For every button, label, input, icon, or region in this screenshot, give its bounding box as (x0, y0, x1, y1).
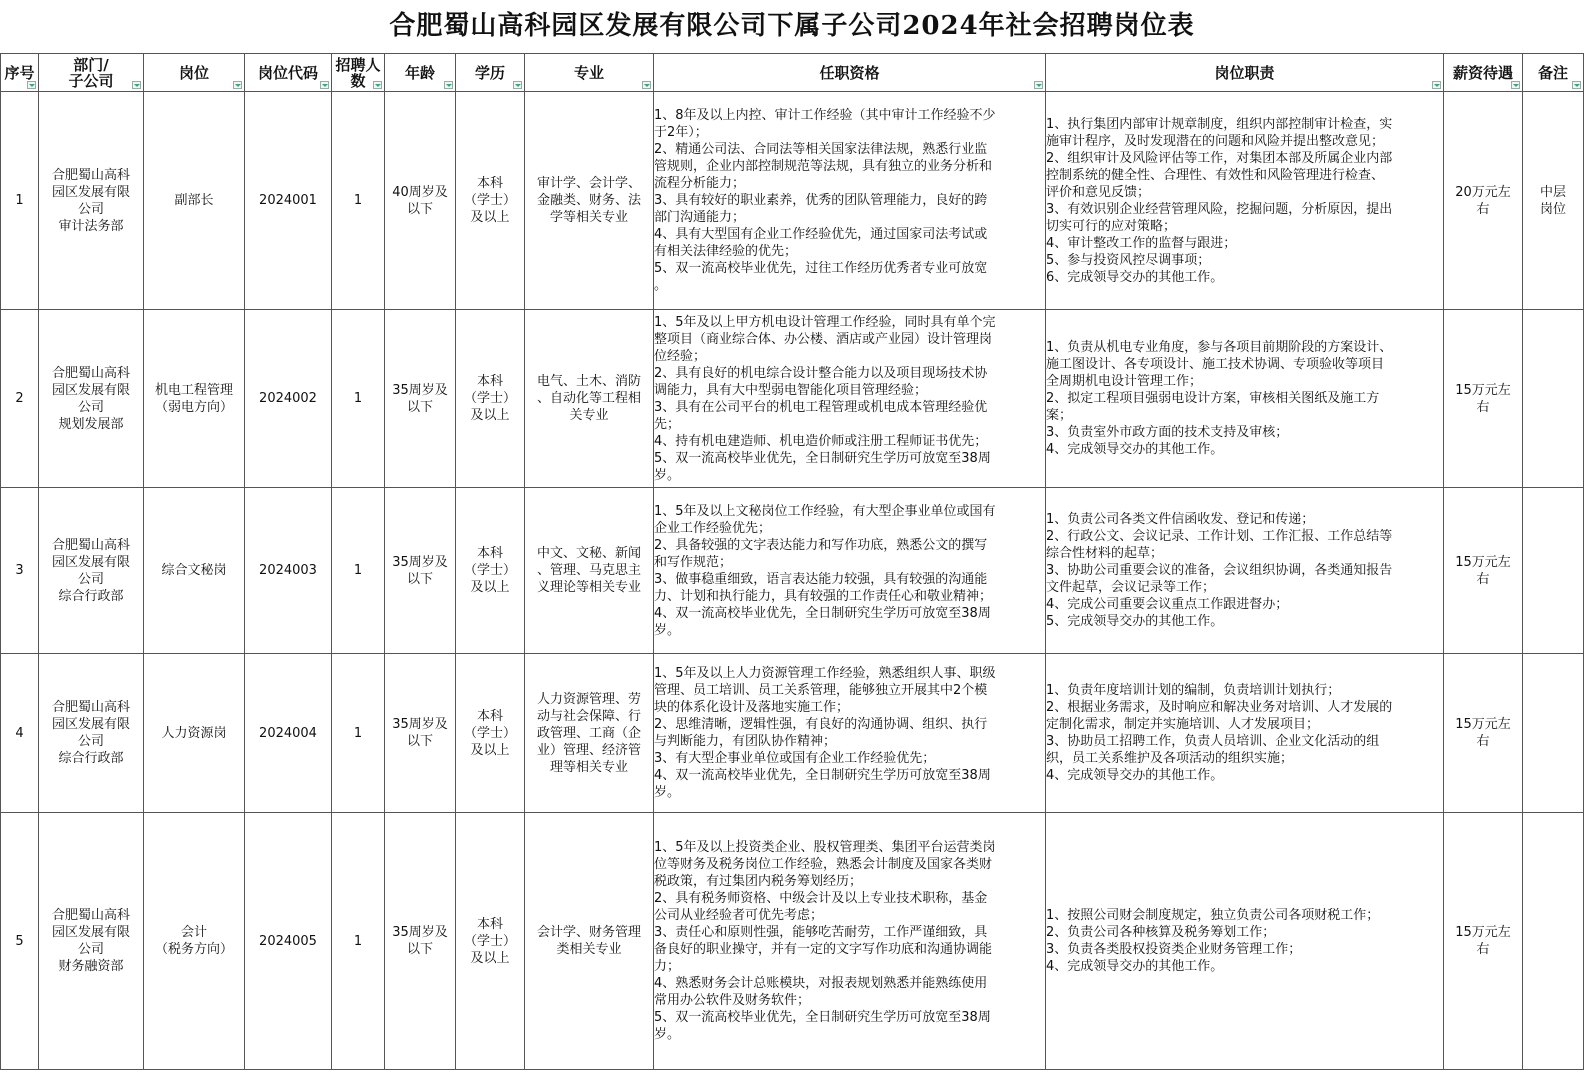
cell-duty[interactable] (1046, 310, 1444, 488)
cell-position-line: 综合文秘岗 (161, 563, 227, 578)
cell-qualification-line: 位经验； (654, 348, 707, 364)
filter-dropdown-icon[interactable] (642, 81, 651, 89)
cell-duty-line: 4、完成公司重要会议重点工作跟进督办； (1046, 597, 1289, 612)
cell-duty-line: 全周期机电设计管理工作； (1046, 374, 1203, 389)
cell-dept-line: 公司 (77, 734, 104, 749)
cell-duty-line: 1、负责从机电专业角度，参与各项目前期阶段的方案设计、 (1046, 340, 1393, 355)
cell-salary[interactable] (1444, 654, 1523, 813)
cell-qualification-line: 岁。 (654, 1027, 681, 1042)
cell-position-line: 会计 (180, 925, 207, 940)
cell-major-line: 动与社会保障、行 (536, 708, 641, 724)
cell-dept[interactable] (39, 488, 144, 654)
cell-education-line: 及以上 (470, 408, 510, 423)
cell-dept-line: 合肥蜀山高科 (51, 537, 130, 553)
cell-seq[interactable] (1, 813, 39, 1070)
cell-note[interactable] (1523, 813, 1584, 1070)
cell-code-text: 2024003 (259, 563, 317, 578)
cell-dept[interactable] (39, 654, 144, 813)
cell-count-text: 1 (353, 391, 363, 406)
cell-duty-line: 1、执行集团内部审计规章制度，组织内部控制审计检查，实 (1046, 116, 1393, 132)
filter-dropdown-icon[interactable] (513, 81, 522, 89)
cell-major-line: 中文、文秘、新闻 (536, 546, 641, 561)
filter-dropdown-icon[interactable] (373, 81, 382, 89)
cell-education[interactable] (456, 488, 525, 654)
cell-major-line: 义理论等相关专业 (536, 580, 641, 595)
header-qualification: 任职资格 (654, 54, 1046, 92)
header-row (1, 54, 1584, 92)
cell-count-text: 1 (353, 725, 363, 741)
cell-qualification-line: 流程分析能力； (654, 176, 746, 191)
cell-qualification-line: 3、具有在公司平台的机电工程管理或机电成本管理经验优 (654, 399, 988, 415)
cell-dept-line: 园区发展有限 (51, 554, 130, 570)
cell-duty-line: 定制化需求，制定并实施培训、人才发展项目； (1046, 717, 1320, 732)
cell-duty-line: 6、完成领导交办的其他工作。 (1046, 269, 1224, 285)
cell-position-line: 人力资源岗 (161, 725, 227, 741)
filter-dropdown-icon[interactable] (444, 81, 453, 89)
cell-major-line: 、管理、马克思主 (536, 563, 641, 578)
cell-code[interactable] (245, 310, 332, 488)
cell-qualification-line: 有相关法律经验的优先； (654, 244, 798, 259)
cell-qualification-line: 力、计划和执行能力，具有较强的工作责任心和敬业精神； (654, 588, 993, 604)
cell-education[interactable] (456, 813, 525, 1070)
cell-seq[interactable] (1, 654, 39, 813)
cell-qualification-line: 5、双一流高校毕业优先，过往工作经历优秀者专业可放宽 (654, 261, 988, 276)
cell-education-line: （学士） (463, 933, 516, 949)
header-seq: 序号 (1, 54, 39, 92)
header-duty: 岗位职责 (1046, 54, 1444, 92)
cell-duty-line: 4、审计整改工作的监督与跟进； (1046, 235, 1237, 251)
cell-major-line: 电气、土木、消防 (536, 374, 641, 389)
cell-salary-line: 右 (1476, 201, 1490, 217)
cell-duty-line: 1、负责年度培训计划的编制，负责培训计划执行； (1046, 683, 1341, 698)
cell-qualification-line: 4、双一流高校毕业优先，全日制研究生学历可放宽至38周 (654, 605, 991, 621)
header-age: 年龄 (385, 54, 456, 92)
cell-duty-line: 2、根据业务需求，及时响应和解决业务对培训、人才发展的 (1046, 700, 1393, 715)
cell-position[interactable] (144, 488, 245, 654)
cell-qualification-line: 管规则，企业内部控制规范等法规，具有独立的业务分析和 (654, 159, 993, 174)
cell-duty-line: 织，员工关系维护及各项活动的组织实施； (1046, 751, 1294, 766)
cell-position[interactable] (144, 654, 245, 813)
cell-count[interactable] (332, 488, 385, 654)
cell-count-text: 1 (353, 563, 363, 578)
cell-qualification-line: 公司从业经验者可优先考虑； (654, 908, 824, 923)
cell-qualification-line: 3、责任心和原则性强，能够吃苦耐劳，工作严谨细致，具 (654, 925, 988, 940)
cell-education-line: 本科 (476, 374, 503, 389)
cell-code-text: 2024002 (259, 391, 317, 406)
cell-dept-line: 合肥蜀山高科 (51, 700, 130, 715)
cell-duty-line: 2、负责公司各种核算及税务筹划工作； (1046, 925, 1276, 940)
cell-position[interactable] (144, 310, 245, 488)
filter-dropdown-icon[interactable] (233, 81, 242, 89)
cell-position[interactable] (144, 813, 245, 1070)
cell-duty-line: 3、负责各类股权投资类企业财务管理工作； (1046, 942, 1302, 957)
cell-salary-line: 右 (1476, 399, 1490, 415)
cell-position-line: 机电工程管理 (154, 382, 233, 398)
cell-qualification-line: 常用办公软件及财务软件； (654, 993, 811, 1008)
cell-duty-line: 切实可行的应对策略； (1046, 218, 1177, 234)
cell-salary-line: 20万元左 (1455, 184, 1511, 200)
cell-qualification-line: 1、5年及以上甲方机电设计管理工作经验，同时具有单个完 (654, 314, 996, 330)
cell-note[interactable] (1523, 310, 1584, 488)
cell-age-line: 40周岁及 (392, 184, 448, 200)
cell-major-line: 业）管理、经济管 (536, 742, 641, 758)
cell-position-line: 副部长 (174, 193, 214, 208)
table-row (1, 813, 1584, 1070)
cell-dept-line: 公司 (77, 399, 104, 415)
cell-age-line: 以下 (406, 734, 433, 749)
cell-age-line: 35周岁及 (392, 717, 448, 732)
cell-major[interactable] (525, 310, 654, 488)
cell-position-line: （税务方向） (154, 942, 233, 957)
cell-education-line: 本科 (476, 176, 503, 191)
cell-qualification-line: 1、5年及以上投资类企业、股权管理类、集团平台运营类岗 (654, 840, 996, 855)
cell-age-line: 35周岁及 (392, 925, 448, 940)
cell-note[interactable] (1523, 488, 1584, 654)
cell-qualification-line: 5、双一流高校毕业优先，全日制研究生学历可放宽至38周 (654, 450, 991, 466)
cell-age[interactable] (385, 310, 456, 488)
cell-duty-line: 综合性材料的起草； (1046, 546, 1164, 561)
cell-qualification-line: 位等财务及税务岗位工作经验，熟悉会计制度及国家各类财 (654, 857, 993, 872)
cell-qualification-line: 岁。 (654, 467, 681, 483)
cell-duty[interactable] (1046, 813, 1444, 1070)
header-note: 备注 (1523, 54, 1584, 92)
cell-major-line: 金融类、财务、法 (536, 193, 641, 208)
header-dept: 部门/ 子公司 (39, 54, 144, 92)
cell-qualification-line: 整项目（商业综合体、办公楼、酒店或产业园）设计管理岗 (654, 331, 993, 347)
cell-education-line: 及以上 (470, 950, 510, 966)
cell-salary-line: 15万元左 (1455, 554, 1511, 570)
cell-qualification[interactable] (654, 488, 1046, 654)
cell-major-line: 政管理、工商（企 (536, 725, 641, 741)
cell-duty-line: 2、组织审计及风险评估等工作，对集团本部及所属企业内部 (1046, 150, 1393, 166)
cell-salary-line: 右 (1476, 942, 1490, 957)
cell-count[interactable] (332, 813, 385, 1070)
filter-dropdown-icon[interactable] (1511, 81, 1520, 89)
cell-note[interactable] (1523, 654, 1584, 813)
cell-dept-line: 公司 (77, 571, 104, 587)
cell-education-line: （学士） (463, 563, 516, 578)
cell-qualification-line: 2、具备较强的文字表达能力和写作功底，熟悉公文的撰写 (654, 537, 988, 553)
table-row (1, 488, 1584, 654)
cell-qualification-line: 块的体系化设计及落地实施工作； (654, 700, 850, 715)
cell-duty-line: 3、协助员工招聘工作，负责人员培训、企业文化活动的组 (1046, 734, 1380, 749)
cell-major-line: 会计学、财务管理 (536, 925, 641, 940)
cell-dept[interactable] (39, 92, 144, 310)
cell-salary-line: 15万元左 (1455, 382, 1511, 398)
cell-qualification-line: 3、具有较好的职业素养，优秀的团队管理能力，良好的跨 (654, 193, 988, 208)
cell-count-text: 1 (353, 933, 363, 949)
cell-position[interactable] (144, 92, 245, 310)
cell-duty-line: 4、完成领导交办的其他工作。 (1046, 768, 1224, 783)
header-education: 学历 (456, 54, 525, 92)
cell-qualification-line: 4、熟悉财务会计总账模块，对报表规划熟悉并能熟练使用 (654, 976, 988, 991)
header-count: 招聘人 数 (332, 54, 385, 92)
cell-major[interactable] (525, 813, 654, 1070)
cell-code[interactable] (245, 92, 332, 310)
cell-duty-line: 5、参与投资风控尽调事项； (1046, 252, 1211, 268)
header-major: 专业 (525, 54, 654, 92)
table-row (1, 310, 1584, 488)
cell-qualification-line: 5、双一流高校毕业优先，全日制研究生学历可放宽至38周 (654, 1010, 991, 1025)
cell-count[interactable] (332, 654, 385, 813)
page-title: 合肥蜀山高科园区发展有限公司下属子公司2024年社会招聘岗位表 (389, 11, 1195, 41)
cell-dept-line: 合肥蜀山高科 (51, 908, 130, 923)
cell-seq-text: 2 (15, 391, 24, 406)
cell-major-line: 关专业 (569, 408, 609, 423)
cell-dept-line: 公司 (77, 201, 104, 217)
cell-qualification-line: 于2年）； (654, 125, 708, 140)
cell-duty-line: 4、完成领导交办的其他工作。 (1046, 442, 1224, 457)
cell-seq-text: 5 (15, 933, 24, 949)
cell-qualification-line: 和写作规范； (654, 554, 733, 570)
cell-duty-line: 4、完成领导交办的其他工作。 (1046, 959, 1224, 974)
cell-qualification[interactable] (654, 92, 1046, 310)
cell-duty-line: 控制系统的健全性、合理性、有效性和风险管理进行检查、 (1046, 167, 1385, 183)
cell-count[interactable] (332, 310, 385, 488)
cell-dept-line: 合肥蜀山高科 (51, 167, 130, 183)
cell-education-line: 本科 (476, 916, 503, 932)
cell-major-line: 理等相关专业 (549, 759, 628, 775)
cell-qualification-line: 备良好的职业操守，并有一定的文字写作功底和沟通协调能 (654, 942, 993, 957)
cell-duty-line: 施审计程序，及时发现潜在的问题和风险并提出整改意见； (1046, 133, 1385, 149)
cell-age[interactable] (385, 488, 456, 654)
cell-major-line: 、自动化等工程相 (536, 391, 641, 406)
cell-qualification-line: 调能力，具有大中型弱电智能化项目管理经验； (654, 382, 928, 398)
cell-education[interactable] (456, 92, 525, 310)
cell-dept-line: 综合行政部 (58, 751, 124, 766)
table-row (1, 92, 1584, 310)
cell-dept[interactable] (39, 310, 144, 488)
cell-age[interactable] (385, 654, 456, 813)
cell-age-line: 以下 (406, 571, 433, 587)
cell-age[interactable] (385, 92, 456, 310)
cell-duty[interactable] (1046, 488, 1444, 654)
cell-duty[interactable] (1046, 654, 1444, 813)
cell-code[interactable] (245, 654, 332, 813)
cell-salary[interactable] (1444, 488, 1523, 654)
cell-code[interactable] (245, 488, 332, 654)
cell-age-line: 35周岁及 (392, 554, 448, 570)
cell-qualification-line: 。 (654, 278, 668, 293)
cell-qualification[interactable] (654, 654, 1046, 813)
cell-dept-line: 园区发展有限 (51, 717, 130, 732)
cell-qualification-line: 4、双一流高校毕业优先，全日制研究生学历可放宽至38周 (654, 768, 991, 783)
cell-duty-line: 1、负责公司各类文件信函收发、登记和传递； (1046, 512, 1315, 527)
header-code: 岗位代码 (245, 54, 332, 92)
filter-dropdown-icon[interactable] (27, 81, 36, 89)
cell-seq[interactable] (1, 92, 39, 310)
cell-salary[interactable] (1444, 813, 1523, 1070)
cell-qualification[interactable] (654, 813, 1046, 1070)
cell-age-line: 以下 (406, 201, 433, 217)
cell-duty-line: 3、有效识别企业经营管理风险，挖掘问题，分析原因，提出 (1046, 201, 1393, 217)
cell-qualification-line: 2、具有税务师资格、中级会计及以上专业技术职称，基金 (654, 891, 988, 906)
filter-dropdown-icon[interactable] (1034, 81, 1043, 89)
cell-major[interactable] (525, 654, 654, 813)
cell-qualification-line: 1、5年及以上文秘岗位工作经验，有大型企事业单位或国有 (654, 503, 996, 519)
table-row (1, 654, 1584, 813)
cell-age-line: 35周岁及 (392, 382, 448, 398)
cell-age-line: 以下 (406, 399, 433, 415)
cell-qualification-line: 管理、员工培训、员工关系管理，能够独立开展其中2个模 (654, 683, 988, 698)
cell-education-line: 及以上 (470, 210, 510, 225)
cell-dept-line: 审计法务部 (58, 218, 124, 234)
cell-dept-line: 园区发展有限 (51, 184, 130, 200)
cell-seq-text: 1 (15, 193, 24, 208)
cell-salary-line: 右 (1476, 571, 1490, 587)
cell-qualification-line: 部门沟通能力； (654, 210, 746, 225)
filter-dropdown-icon[interactable] (320, 81, 329, 89)
cell-dept-line: 公司 (77, 942, 104, 957)
cell-salary-line: 15万元左 (1455, 925, 1511, 940)
cell-seq-text: 4 (15, 725, 24, 741)
cell-code[interactable] (245, 813, 332, 1070)
cell-major[interactable] (525, 488, 654, 654)
cell-seq-text: 3 (15, 563, 24, 578)
cell-qualification-line: 力； (654, 959, 681, 974)
cell-dept[interactable] (39, 813, 144, 1070)
cell-qualification-line: 2、精通公司法、合同法等相关国家法律法规，熟悉行业监 (654, 142, 988, 157)
cell-qualification-line: 企业工作经验优先； (654, 520, 772, 536)
cell-qualification-line: 税政策，有过集团内税务筹划经历； (654, 874, 863, 889)
cell-qualification[interactable] (654, 310, 1046, 488)
cell-duty-line: 5、完成领导交办的其他工作。 (1046, 614, 1224, 629)
cell-duty-line: 2、行政公文、会议记录、工作计划、工作汇报、工作总结等 (1046, 529, 1393, 544)
cell-dept-line: 规划发展部 (58, 416, 124, 432)
filter-dropdown-icon[interactable] (1432, 81, 1441, 89)
cell-code-text: 2024004 (259, 725, 317, 741)
cell-dept-line: 园区发展有限 (51, 925, 130, 940)
cell-qualification-line: 岁。 (654, 785, 681, 800)
recruitment-table (0, 53, 1584, 1070)
cell-dept-line: 财务融资部 (58, 959, 124, 974)
cell-qualification-line: 1、8年及以上内控、审计工作经验（其中审计工作经验不少 (654, 108, 996, 123)
cell-duty-line: 施工图设计、各专项设计、施工技术协调、专项验收等项目 (1046, 357, 1385, 372)
cell-education-line: 本科 (476, 708, 503, 724)
cell-dept-line: 园区发展有限 (51, 382, 130, 398)
cell-qualification-line: 2、具有良好的机电综合设计整合能力以及项目现场技术协 (654, 365, 988, 381)
cell-education-line: 及以上 (470, 580, 510, 595)
header-position: 岗位 (144, 54, 245, 92)
cell-duty-line: 3、负责室外市政方面的技术支持及审核； (1046, 425, 1289, 440)
cell-education[interactable] (456, 310, 525, 488)
cell-salary[interactable] (1444, 310, 1523, 488)
cell-salary[interactable] (1444, 92, 1523, 310)
cell-duty-line: 3、协助公司重要会议的准备，会议组织协调，各类通知报告 (1046, 563, 1393, 578)
cell-qualification-line: 3、有大型企事业单位或国有企业工作经验优先； (654, 751, 936, 766)
cell-count[interactable] (332, 92, 385, 310)
cell-code-text: 2024001 (259, 193, 317, 208)
cell-education-line: （学士） (463, 193, 516, 208)
cell-code-text: 2024005 (259, 933, 317, 949)
cell-seq[interactable] (1, 310, 39, 488)
cell-duty-line: 评价和意见反馈； (1046, 184, 1151, 200)
cell-duty-line: 1、按照公司财会制度规定，独立负责公司各项财税工作； (1046, 908, 1380, 923)
cell-qualification-line: 3、做事稳重细致，语言表达能力较强，具有较强的沟通能 (654, 571, 988, 587)
cell-note[interactable] (1523, 92, 1584, 310)
filter-dropdown-icon[interactable] (132, 81, 141, 89)
cell-age-line: 以下 (406, 942, 433, 957)
cell-qualification-line: 与判断能力，有团队协作精神； (654, 734, 837, 749)
cell-count-text: 1 (353, 193, 363, 208)
cell-dept-line: 合肥蜀山高科 (51, 365, 130, 381)
filter-dropdown-icon[interactable] (1572, 81, 1581, 89)
cell-qualification-line: 4、具有大型国有企业工作经验优先，通过国家司法考试或 (654, 227, 988, 242)
cell-age[interactable] (385, 813, 456, 1070)
cell-duty-line: 文件起草，会议记录等工作； (1046, 580, 1216, 595)
cell-duty-line: 案； (1046, 408, 1073, 423)
cell-major-line: 审计学、会计学、 (536, 176, 641, 191)
cell-education-line: 及以上 (470, 742, 510, 758)
cell-salary-line: 15万元左 (1455, 717, 1511, 732)
cell-major[interactable] (525, 92, 654, 310)
cell-duty[interactable] (1046, 92, 1444, 310)
cell-position-line: （弱电方向） (154, 399, 233, 415)
cell-education[interactable] (456, 654, 525, 813)
cell-education-line: 本科 (476, 546, 503, 561)
cell-seq[interactable] (1, 488, 39, 654)
cell-major-line: 类相关专业 (556, 942, 622, 957)
cell-qualification-line: 1、5年及以上人力资源管理工作经验，熟悉组织人事、职级 (654, 666, 996, 681)
cell-qualification-line: 2、思维清晰，逻辑性强，有良好的沟通协调、组织、执行 (654, 717, 988, 732)
cell-major-line: 学等相关专业 (549, 210, 628, 225)
cell-note-line: 岗位 (1539, 201, 1566, 217)
cell-education-line: （学士） (463, 725, 516, 741)
cell-qualification-line: 岁。 (654, 622, 681, 638)
table-body (1, 92, 1584, 1070)
cell-education-line: （学士） (463, 391, 516, 406)
cell-salary-line: 右 (1476, 734, 1490, 749)
cell-major-line: 人力资源管理、劳 (536, 691, 641, 707)
cell-qualification-line: 先； (654, 416, 681, 432)
cell-qualification-line: 4、持有机电建造师、机电造价师或注册工程师证书优先； (654, 433, 988, 449)
cell-dept-line: 综合行政部 (58, 588, 124, 604)
cell-duty-line: 2、拟定工程项目强弱电设计方案，审核相关图纸及施工方 (1046, 391, 1380, 406)
header-salary: 薪资待遇 (1444, 54, 1523, 92)
cell-note-line: 中层 (1539, 184, 1566, 200)
